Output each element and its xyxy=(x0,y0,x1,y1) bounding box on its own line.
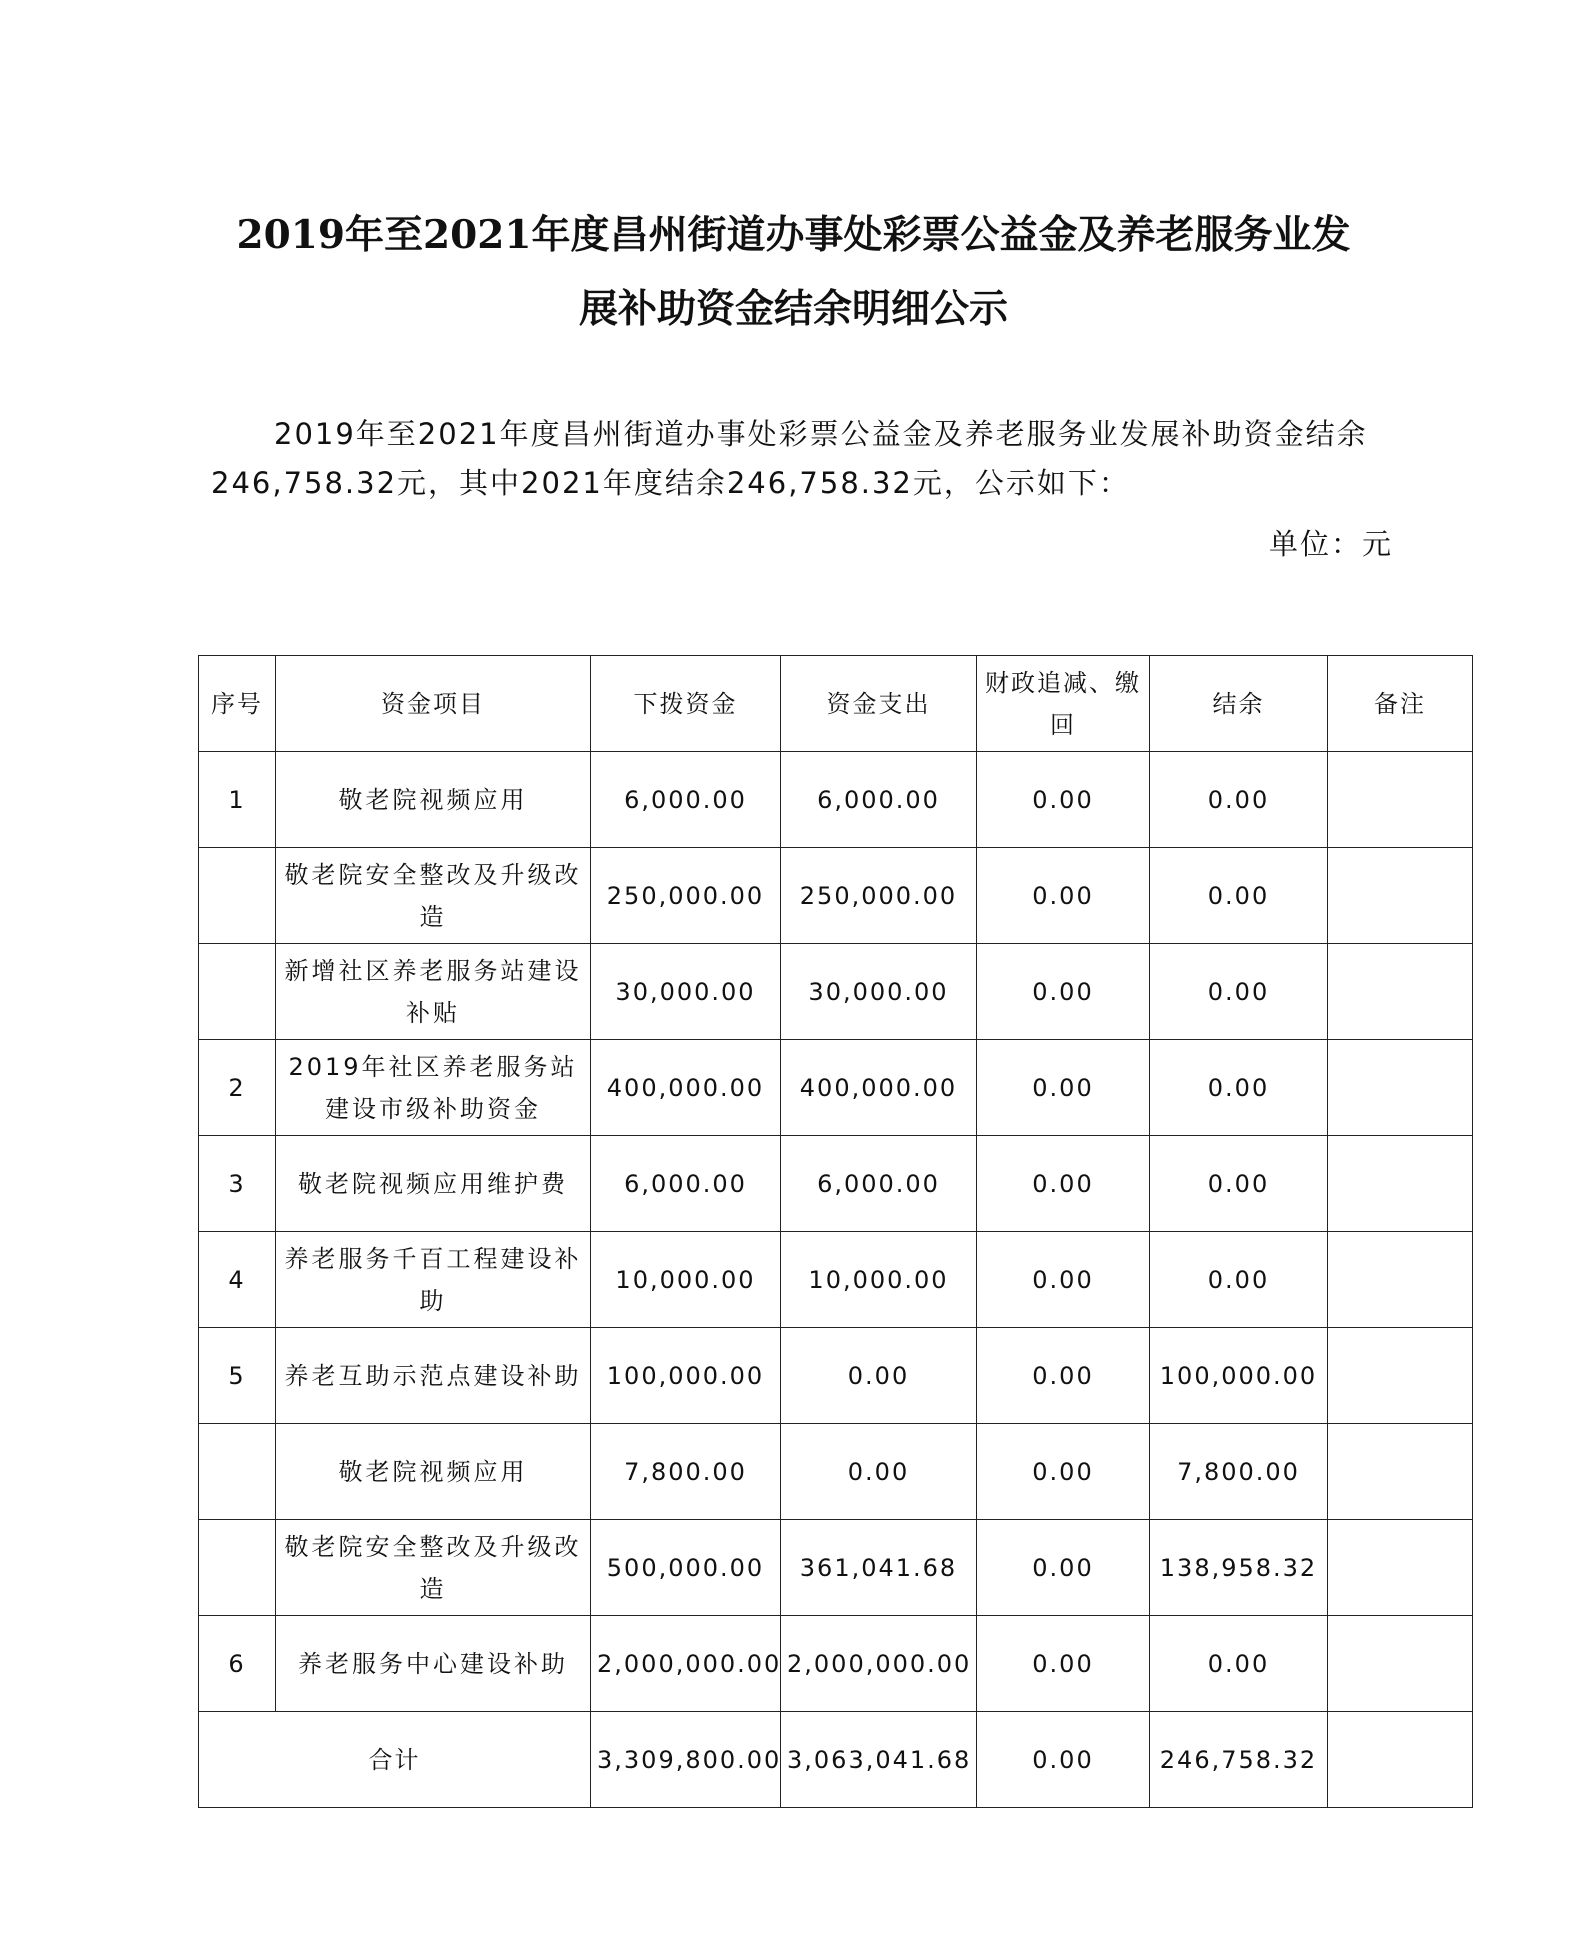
cell-note xyxy=(1328,1328,1473,1424)
total-label: 合计 xyxy=(199,1712,591,1808)
cell-expense: 30,000.00 xyxy=(781,944,977,1040)
cell-seq xyxy=(199,848,276,944)
cell-note xyxy=(1328,1040,1473,1136)
cell-recovered: 0.00 xyxy=(977,848,1150,944)
cell-item: 养老服务千百工程建设补助 xyxy=(276,1232,591,1328)
header-expense: 资金支出 xyxy=(781,656,977,752)
cell-seq: 5 xyxy=(199,1328,276,1424)
table-header-row xyxy=(199,656,1473,752)
total-note xyxy=(1328,1712,1473,1808)
cell-note xyxy=(1328,1424,1473,1520)
header-allocated: 下拨资金 xyxy=(591,656,781,752)
table-row xyxy=(199,1232,1473,1328)
table-total-row xyxy=(199,1712,1473,1808)
title-line-2: 展补助资金结余明细公示 xyxy=(578,286,1008,332)
cell-expense: 2,000,000.00 xyxy=(781,1616,977,1712)
cell-expense: 0.00 xyxy=(781,1328,977,1424)
cell-balance: 0.00 xyxy=(1150,1040,1328,1136)
cell-note xyxy=(1328,1520,1473,1616)
intro-paragraph-block xyxy=(211,410,1391,508)
cell-allocated: 400,000.00 xyxy=(591,1040,781,1136)
header-seq: 序号 xyxy=(199,656,276,752)
cell-expense: 0.00 xyxy=(781,1424,977,1520)
table-body xyxy=(199,752,1473,1712)
intro-paragraph: 2019年至2021年度昌州街道办事处彩票公益金及养老服务业发展补助资金结余246,758.32元，其中2021年度结余246,758.32元，公示如下： xyxy=(211,417,1368,500)
cell-item: 养老互助示范点建设补助 xyxy=(276,1328,591,1424)
cell-note xyxy=(1328,1616,1473,1712)
cell-expense: 10,000.00 xyxy=(781,1232,977,1328)
cell-balance: 138,958.32 xyxy=(1150,1520,1328,1616)
cell-balance: 100,000.00 xyxy=(1150,1328,1328,1424)
cell-note xyxy=(1328,1232,1473,1328)
table-row xyxy=(199,1328,1473,1424)
cell-allocated: 6,000.00 xyxy=(591,1136,781,1232)
total-allocated: 3,309,800.00 xyxy=(591,1712,781,1808)
cell-balance: 0.00 xyxy=(1150,848,1328,944)
total-balance: 246,758.32 xyxy=(1150,1712,1328,1808)
unit-label: 单位：元 xyxy=(1268,527,1393,561)
cell-note xyxy=(1328,1136,1473,1232)
table-row xyxy=(199,848,1473,944)
cell-balance: 0.00 xyxy=(1150,944,1328,1040)
total-recovered: 0.00 xyxy=(977,1712,1150,1808)
cell-item: 2019年社区养老服务站建设市级补助资金 xyxy=(276,1040,591,1136)
cell-item: 新增社区养老服务站建设补贴 xyxy=(276,944,591,1040)
cell-allocated: 250,000.00 xyxy=(591,848,781,944)
cell-allocated: 10,000.00 xyxy=(591,1232,781,1328)
cell-seq xyxy=(199,944,276,1040)
cell-balance: 0.00 xyxy=(1150,752,1328,848)
table-row xyxy=(199,1136,1473,1232)
header-item: 资金项目 xyxy=(276,656,591,752)
cell-allocated: 100,000.00 xyxy=(591,1328,781,1424)
cell-allocated: 30,000.00 xyxy=(591,944,781,1040)
cell-recovered: 0.00 xyxy=(977,1040,1150,1136)
cell-expense: 400,000.00 xyxy=(781,1040,977,1136)
cell-item: 敬老院安全整改及升级改造 xyxy=(276,1520,591,1616)
cell-item: 敬老院视频应用维护费 xyxy=(276,1136,591,1232)
cell-recovered: 0.00 xyxy=(977,1232,1150,1328)
cell-seq: 1 xyxy=(199,752,276,848)
cell-recovered: 0.00 xyxy=(977,1616,1150,1712)
cell-item: 养老服务中心建设补助 xyxy=(276,1616,591,1712)
cell-balance: 0.00 xyxy=(1150,1232,1328,1328)
cell-recovered: 0.00 xyxy=(977,944,1150,1040)
cell-expense: 6,000.00 xyxy=(781,1136,977,1232)
document-title xyxy=(0,198,1587,346)
cell-item: 敬老院视频应用 xyxy=(276,1424,591,1520)
cell-seq: 4 xyxy=(199,1232,276,1328)
cell-recovered: 0.00 xyxy=(977,1424,1150,1520)
cell-note xyxy=(1328,944,1473,1040)
cell-allocated: 500,000.00 xyxy=(591,1520,781,1616)
cell-recovered: 0.00 xyxy=(977,1520,1150,1616)
cell-expense: 250,000.00 xyxy=(781,848,977,944)
header-recovered: 财政追减、缴回 xyxy=(977,656,1150,752)
fund-balance-table xyxy=(198,655,1473,1808)
cell-item: 敬老院视频应用 xyxy=(276,752,591,848)
title-line-1: 2019年至2021年度昌州街道办事处彩票公益金及养老服务业发 xyxy=(236,212,1351,258)
table-row xyxy=(199,1520,1473,1616)
cell-expense: 361,041.68 xyxy=(781,1520,977,1616)
cell-recovered: 0.00 xyxy=(977,1328,1150,1424)
cell-expense: 6,000.00 xyxy=(781,752,977,848)
cell-item: 敬老院安全整改及升级改造 xyxy=(276,848,591,944)
cell-balance: 0.00 xyxy=(1150,1136,1328,1232)
header-balance: 结余 xyxy=(1150,656,1328,752)
cell-seq: 6 xyxy=(199,1616,276,1712)
table-row xyxy=(199,752,1473,848)
cell-note xyxy=(1328,848,1473,944)
cell-allocated: 6,000.00 xyxy=(591,752,781,848)
cell-seq: 3 xyxy=(199,1136,276,1232)
total-expense: 3,063,041.68 xyxy=(781,1712,977,1808)
header-note: 备注 xyxy=(1328,656,1473,752)
cell-balance: 0.00 xyxy=(1150,1616,1328,1712)
cell-allocated: 2,000,000.00 xyxy=(591,1616,781,1712)
cell-seq: 2 xyxy=(199,1040,276,1136)
cell-seq xyxy=(199,1520,276,1616)
cell-seq xyxy=(199,1424,276,1520)
table-row xyxy=(199,944,1473,1040)
table-row xyxy=(199,1616,1473,1712)
table-row xyxy=(199,1040,1473,1136)
cell-allocated: 7,800.00 xyxy=(591,1424,781,1520)
cell-balance: 7,800.00 xyxy=(1150,1424,1328,1520)
table-row xyxy=(199,1424,1473,1520)
cell-recovered: 0.00 xyxy=(977,752,1150,848)
cell-recovered: 0.00 xyxy=(977,1136,1150,1232)
cell-note xyxy=(1328,752,1473,848)
